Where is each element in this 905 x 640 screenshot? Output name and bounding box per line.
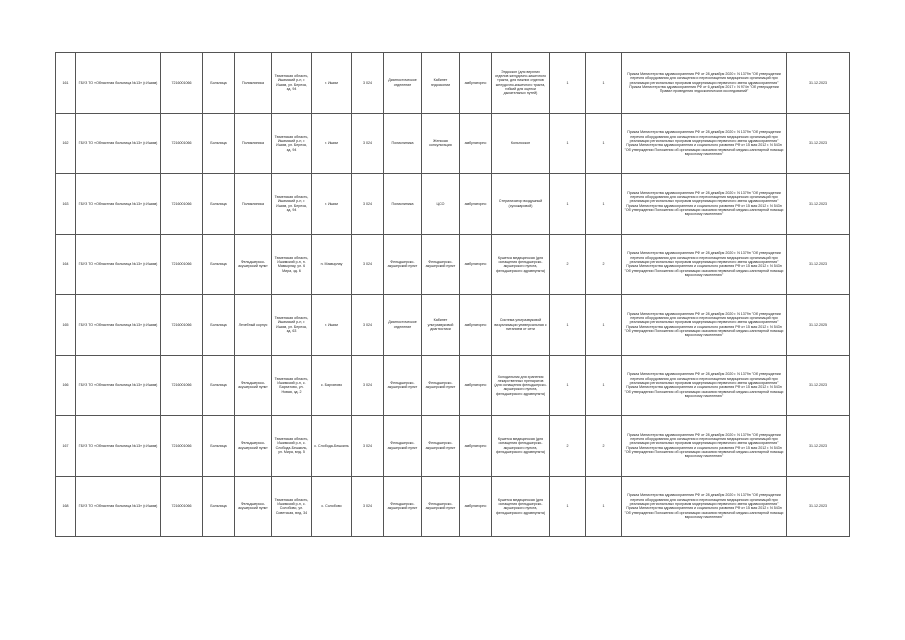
cell-q1: 1 — [550, 295, 586, 356]
cell-equipment: Кушетка медицинская (для оснащения фельдшерско-акушерского пункта, фельдшерского здравпункта) — [492, 476, 550, 537]
table-row — [56, 53, 850, 114]
cell-basis: Приказ Министерства здравоохранения РФ от 28 декабря 2020 г. N 1379н "Об утверждении перечня оборудования для оснащения и переоснащения медицинских организаций при реализации региональных программ модернизации первичного звена здравоохранения" Приказ Министерства здравоохранения РФ от 6 декабря 2017 г. N 974н "Об утверждении Правил проведения эндоскопических исследований" — [622, 53, 787, 114]
cell-type: Больница — [203, 416, 235, 477]
cell-code: 7216001066 — [161, 53, 203, 114]
cell-date: 31.12.2023 — [787, 355, 850, 416]
table-row — [56, 355, 850, 416]
table-row — [56, 476, 850, 537]
cell-care: амбулаторно — [460, 113, 492, 174]
cell-dept: Фельдшерско-акушерский пункт — [235, 355, 272, 416]
cell-date: 31.12.2023 — [787, 113, 850, 174]
table-row — [56, 234, 850, 295]
cell-address: Тюменская область, Ишимский р-н, с. Солобово, ул. Советская, влд. 34 — [272, 476, 312, 537]
cell-unit: Диагностическое отделение — [384, 295, 422, 356]
cell-code: 7216001066 — [161, 234, 203, 295]
cell-date: 31.12.2023 — [787, 174, 850, 235]
table-row — [56, 113, 850, 174]
cell-num: 164 — [56, 234, 76, 295]
cell-equipment: Эндоскоп (для верхних отделов желудочно-кишечного тракта, для нижних отделов желудочно-кишечного тракта, гибкий для оценки дыхательных путей) — [492, 53, 550, 114]
cell-care: амбулаторно — [460, 295, 492, 356]
cell-basis: Приказ Министерства здравоохранения РФ от 28 декабря 2020 г. N 1379н "Об утверждении перечня оборудования для оснащения и переоснащения медицинских организаций при реализации региональных программ модернизации первичного звена здравоохранения" Приказ Министерства здравоохранения и социального развития РФ от 15 мая 2012 г. N 543н "Об утверждении Положения об организации оказания первичной медико-санитарной помощи взрослому населению" — [622, 295, 787, 356]
cell-org: ГБУЗ ТО «Областная больница №13» (г.Ишим) — [76, 53, 161, 114]
cell-type: Больница — [203, 174, 235, 235]
cell-settlement: г. Ишим — [312, 295, 352, 356]
cell-num: 165 — [56, 295, 76, 356]
cell-code2: 3 024 — [352, 174, 384, 235]
cell-dept: Фельдшерско-акушерский пункт — [235, 234, 272, 295]
cell-unit: Фельдшерско-акушерский пункт — [384, 416, 422, 477]
cell-unit: Фельдшерско-акушерский пункт — [384, 476, 422, 537]
cell-q1: 1 — [550, 53, 586, 114]
cell-care: амбулаторно — [460, 53, 492, 114]
cell-q1: 1 — [550, 476, 586, 537]
cell-cabinet: ЦСО — [422, 174, 460, 235]
cell-basis: Приказ Министерства здравоохранения РФ от 28 декабря 2020 г. N 1379н "Об утверждении перечня оборудования для оснащения и переоснащения медицинских организаций при реализации региональных программ модернизации первичного звена здравоохранения" Приказ Министерства здравоохранения и социального развития РФ от 15 мая 2012 г. N 543н "Об утверждении Положения об организации оказания первичной медико-санитарной помощи взрослому населению" — [622, 174, 787, 235]
cell-code2: 3 024 — [352, 355, 384, 416]
cell-cabinet: Фельдшерско-акушерский пункт — [422, 234, 460, 295]
cell-dept: Поликлиника — [235, 113, 272, 174]
cell-org: ГБУЗ ТО «Областная больница №13» (г.Ишим) — [76, 355, 161, 416]
cell-address: Тюменская область, Ишимский р-н, п. Мамырлау, ул. 6 Мира, зд. 6 — [272, 234, 312, 295]
cell-code2: 3 024 — [352, 234, 384, 295]
cell-settlement: г. Ишим — [312, 113, 352, 174]
cell-q1: 1 — [550, 174, 586, 235]
cell-dept: Фельдшерско-акушерский пункт — [235, 476, 272, 537]
cell-type: Больница — [203, 113, 235, 174]
cell-unit: Фельдшерско-акушерский пункт — [384, 234, 422, 295]
table-row — [56, 295, 850, 356]
cell-cabinet: Женская консультация — [422, 113, 460, 174]
cell-care: амбулаторно — [460, 234, 492, 295]
cell-type: Больница — [203, 234, 235, 295]
cell-org: ГБУЗ ТО «Областная больница №13» (г.Ишим) — [76, 295, 161, 356]
table-row — [56, 416, 850, 477]
cell-care: амбулаторно — [460, 355, 492, 416]
cell-unit: Диагностическое отделение — [384, 53, 422, 114]
cell-address: Тюменская область, Ишимский р-н, г. Ишим, ул. Береза, зд. 94 — [272, 174, 312, 235]
cell-cabinet: Кабинет ультразвуковой диагностики — [422, 295, 460, 356]
cell-equipment: Кушетка медицинская (для оснащения фельдшерско-акушерского пункта, фельдшерского здравпункта) — [492, 416, 550, 477]
cell-basis: Приказ Министерства здравоохранения РФ от 28 декабря 2020 г. N 1379н "Об утверждении перечня оборудования для оснащения и переоснащения медицинских организаций при реализации региональных программ модернизации первичного звена здравоохранения" Приказ Министерства здравоохранения и социального развития РФ от 15 мая 2012 г. N 543н "Об утверждении Положения об организации оказания первичной медико-санитарной помощи взрослому населению" — [622, 476, 787, 537]
cell-dept: Поликлиника — [235, 174, 272, 235]
cell-org: ГБУЗ ТО «Областная больница №13» (г.Ишим) — [76, 113, 161, 174]
cell-dept: Фельдшерско-акушерский пункт — [235, 416, 272, 477]
cell-num: 162 — [56, 113, 76, 174]
cell-cabinet: Фельдшерско-акушерский пункт — [422, 355, 460, 416]
cell-code: 7216001066 — [161, 174, 203, 235]
cell-settlement: с. Солобово — [312, 476, 352, 537]
cell-address: Тюменская область, Ишимский р-н, г. Ишим, ул. Береза, зд. 94 — [272, 113, 312, 174]
cell-settlement: п. Мамырлау — [312, 234, 352, 295]
cell-q2: 1 — [586, 355, 622, 416]
cell-q2: 1 — [586, 53, 622, 114]
cell-address: Тюменская область, Ишимский р-н, г. Ишим, ул. Береза, зд. 94 — [272, 53, 312, 114]
table-body — [56, 53, 850, 537]
cell-equipment: Кольпоскоп — [492, 113, 550, 174]
cell-q1: 2 — [550, 416, 586, 477]
cell-q2: 2 — [586, 234, 622, 295]
cell-care: амбулаторно — [460, 174, 492, 235]
cell-basis: Приказ Министерства здравоохранения РФ от 28 декабря 2020 г. N 1379н "Об утверждении перечня оборудования для оснащения и переоснащения медицинских организаций при реализации региональных программ модернизации первичного звена здравоохранения" Приказ Министерства здравоохранения и социального развития РФ от 15 мая 2012 г. N 543н "Об утверждении Положения об организации оказания первичной медико-санитарной помощи взрослому населению" — [622, 355, 787, 416]
cell-org: ГБУЗ ТО «Областная больница №13» (г.Ишим) — [76, 234, 161, 295]
cell-type: Больница — [203, 355, 235, 416]
cell-date: 31.12.2023 — [787, 234, 850, 295]
cell-code: 7216001066 — [161, 295, 203, 356]
cell-address: Тюменская область, Ишимский р-н, г. Ишим, ул. Береза, зд. 63 — [272, 295, 312, 356]
cell-org: ГБУЗ ТО «Областная больница №13» (г.Ишим) — [76, 476, 161, 537]
cell-equipment: Система ультразвуковой визуализации универсальная с питанием от сети — [492, 295, 550, 356]
cell-code: 7216001066 — [161, 355, 203, 416]
cell-code2: 3 024 — [352, 416, 384, 477]
cell-care: амбулаторно — [460, 476, 492, 537]
cell-care: амбулаторно — [460, 416, 492, 477]
cell-dept: Поликлиника — [235, 53, 272, 114]
cell-equipment: Холодильник для хранения лекарственных препаратов (для оснащения фельдшерско-акушерского пункта, фельдшерского здравпункта) — [492, 355, 550, 416]
cell-basis: Приказ Министерства здравоохранения РФ от 28 декабря 2020 г. N 1379н "Об утверждении перечня оборудования для оснащения и переоснащения медицинских организаций при реализации региональных программ модернизации первичного звена здравоохранения" Приказ Министерства здравоохранения и социального развития РФ от 15 мая 2012 г. N 543н "Об утверждении Положения об организации оказания первичной медико-санитарной помощи взрослому населению" — [622, 113, 787, 174]
cell-org: ГБУЗ ТО «Областная больница №13» (г.Ишим) — [76, 174, 161, 235]
cell-code2: 3 024 — [352, 476, 384, 537]
cell-date: 31.12.2023 — [787, 476, 850, 537]
cell-num: 168 — [56, 476, 76, 537]
cell-basis: Приказ Министерства здравоохранения РФ от 28 декабря 2020 г. N 1379н "Об утверждении перечня оборудования для оснащения и переоснащения медицинских организаций при реализации региональных программ модернизации первичного звена здравоохранения" Приказ Министерства здравоохранения и социального развития РФ от 15 мая 2012 г. N 543н "Об утверждении Положения об организации оказания первичной медико-санитарной помощи взрослому населению" — [622, 416, 787, 477]
cell-equipment: Кушетка медицинская (для оснащения фельдшерско-акушерского пункта, фельдшерского здравпункта) — [492, 234, 550, 295]
cell-type: Больница — [203, 476, 235, 537]
cell-code: 7216001066 — [161, 416, 203, 477]
cell-cabinet: Фельдшерско-акушерский пункт — [422, 416, 460, 477]
cell-settlement: г. Ишим — [312, 174, 352, 235]
cell-num: 163 — [56, 174, 76, 235]
cell-settlement: с. Слобода-Бешкиль — [312, 416, 352, 477]
cell-code: 7216001066 — [161, 113, 203, 174]
cell-address: Тюменская область, Ишимский р-н, с. Слобода-Бешкиль, ул. Мира, влд. 5 — [272, 416, 312, 477]
cell-code2: 3 024 — [352, 53, 384, 114]
cell-q2: 1 — [586, 174, 622, 235]
cell-basis: Приказ Министерства здравоохранения РФ от 28 декабря 2020 г. N 1379н "Об утверждении перечня оборудования для оснащения и переоснащения медицинских организаций при реализации региональных программ модернизации первичного звена здравоохранения" Приказ Министерства здравоохранения и социального развития РФ от 15 мая 2012 г. N 543н "Об утверждении Положения об организации оказания первичной медико-санитарной помощи взрослому населению" — [622, 234, 787, 295]
cell-settlement: г. Ишим — [312, 53, 352, 114]
cell-address: Тюменская область, Ишимский р-н, с. Бархатово, ул. Новая, зд. 2 — [272, 355, 312, 416]
cell-settlement: с. Бархатово — [312, 355, 352, 416]
equipment-table — [55, 52, 850, 537]
cell-org: ГБУЗ ТО «Областная больница №13» (г.Ишим) — [76, 416, 161, 477]
cell-cabinet: Кабинет эндоскопии — [422, 53, 460, 114]
cell-q2: 1 — [586, 113, 622, 174]
cell-type: Больница — [203, 53, 235, 114]
cell-cabinet: Фельдшерско-акушерский пункт — [422, 476, 460, 537]
cell-q1: 1 — [550, 113, 586, 174]
cell-code2: 3 024 — [352, 113, 384, 174]
cell-code2: 3 024 — [352, 295, 384, 356]
cell-unit: Фельдшерско-акушерский пункт — [384, 355, 422, 416]
cell-dept: Лечебный корпус — [235, 295, 272, 356]
cell-code: 7216001066 — [161, 476, 203, 537]
cell-q2: 1 — [586, 476, 622, 537]
cell-date: 31.12.2025 — [787, 295, 850, 356]
table-row — [56, 174, 850, 235]
cell-date: 31.12.2023 — [787, 416, 850, 477]
cell-num: 166 — [56, 355, 76, 416]
cell-unit: Поликлиника — [384, 113, 422, 174]
cell-q2: 1 — [586, 295, 622, 356]
cell-type: Больница — [203, 295, 235, 356]
cell-q1: 1 — [550, 355, 586, 416]
cell-q1: 2 — [550, 234, 586, 295]
cell-num: 161 — [56, 53, 76, 114]
cell-q2: 2 — [586, 416, 622, 477]
cell-date: 31.12.2023 — [787, 53, 850, 114]
cell-num: 167 — [56, 416, 76, 477]
cell-unit: Поликлиника — [384, 174, 422, 235]
cell-equipment: Стерилизатор воздушный (сухожаровой) — [492, 174, 550, 235]
